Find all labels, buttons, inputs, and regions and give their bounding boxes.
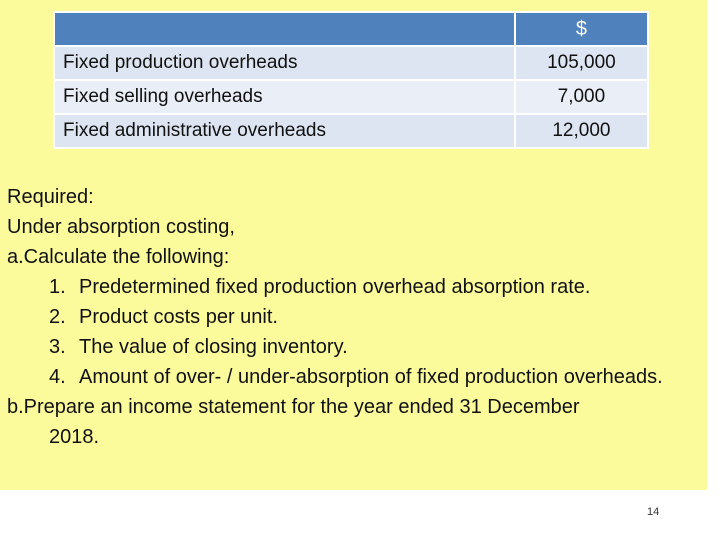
fixed-selling-overheads-amount: 7,000 <box>516 81 647 113</box>
list-item-number: 1. <box>49 276 66 298</box>
list-item-number: 3. <box>49 336 66 358</box>
overheads-table <box>53 11 649 149</box>
list-item-text: Amount of over- / under-absorption of fixed production overheads. <box>79 366 663 388</box>
table-header <box>55 13 647 45</box>
list-item <box>49 362 699 392</box>
table-body <box>55 47 647 147</box>
list-item-text: Predetermined fixed production overhead absorption rate. <box>79 276 591 298</box>
table-row <box>55 47 647 79</box>
list-item-text: The value of closing inventory. <box>79 336 348 358</box>
list-item <box>49 302 699 332</box>
list-item-number: 4. <box>49 366 66 388</box>
description-column-header <box>55 13 514 45</box>
table-row <box>55 81 647 113</box>
fixed-production-overheads-label: Fixed production overheads <box>55 47 514 79</box>
part-b-instruction: b.Prepare an income statement for the year ended 31 December 2018. <box>7 396 580 448</box>
table-header-row <box>55 13 647 45</box>
list-item <box>49 272 699 302</box>
calculation-list <box>7 272 699 392</box>
fixed-production-overheads-amount: 105,000 <box>516 47 647 79</box>
absorption-costing-intro: Under absorption costing, <box>7 216 235 238</box>
table-row <box>55 115 647 147</box>
fixed-selling-overheads-label: Fixed selling overheads <box>55 81 514 113</box>
required-heading: Required: <box>7 186 94 208</box>
fixed-administrative-overheads-amount: 12,000 <box>516 115 647 147</box>
list-item-number: 2. <box>49 306 66 328</box>
amount-column-header: $ <box>516 13 647 45</box>
list-item <box>49 332 699 362</box>
fixed-administrative-overheads-label: Fixed administrative overheads <box>55 115 514 147</box>
list-item-text: Product costs per unit. <box>79 306 278 328</box>
question-instructions <box>7 182 699 452</box>
part-a-heading: a.Calculate the following: <box>7 246 230 268</box>
page-number: 14 <box>647 506 660 518</box>
